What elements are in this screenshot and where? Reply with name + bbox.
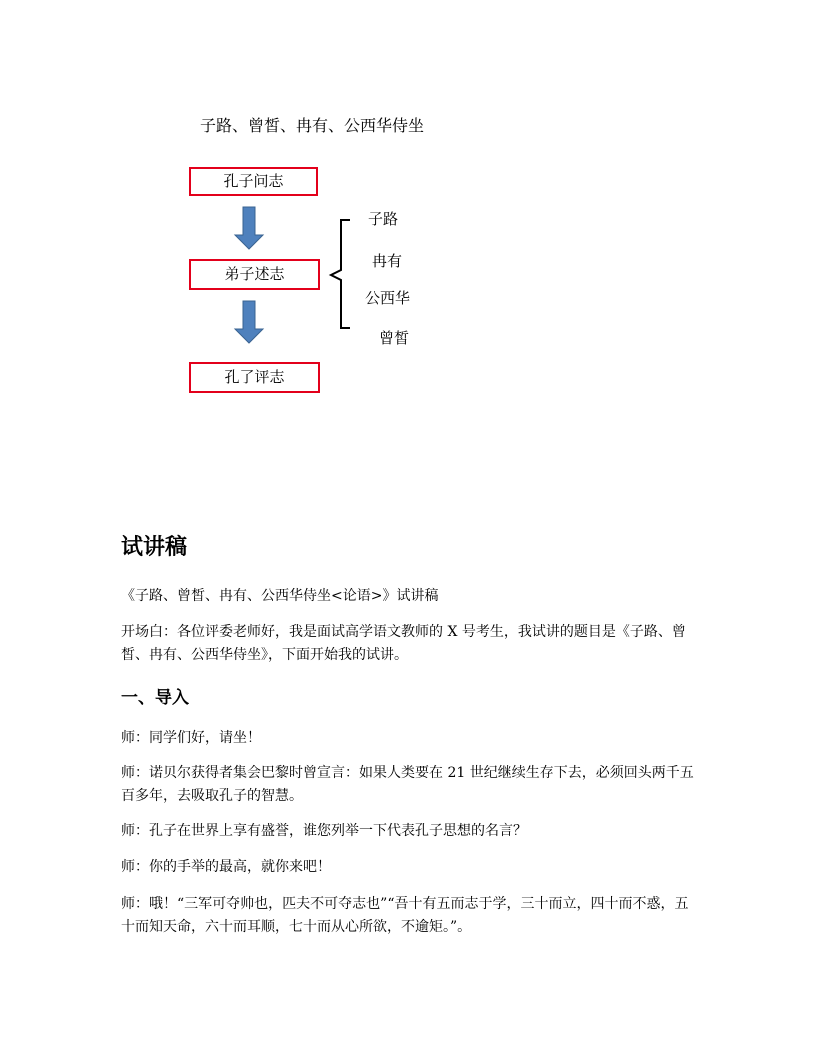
down-arrow-icon <box>235 207 263 249</box>
disciple-label: 冉有 <box>372 252 403 270</box>
box-confucius-asks: 孔子问志 <box>189 167 318 196</box>
diagram-title: 子路、曾皙、冉有、公西华侍坐 <box>200 116 425 135</box>
diagram-arrows <box>0 0 816 420</box>
opening-paragraph: 开场白：各位评委老师好，我是面试高学语文教师的 X 号考生，我试讲的题目是《子路、曾皙、冉有、公西华侍坐》，下面开始我的试讲。 <box>121 624 686 663</box>
paragraph: 师：孔子在世界上享有盛誉，谁您列举一下代表孔子思想的名言？ <box>121 823 527 839</box>
flow-diagram <box>0 0 816 420</box>
disciple-label: 曾皙 <box>379 329 410 347</box>
paragraph: 师：哦！“三军可夺帅也，匹夫不可夺志也”“吾十有五而志于学，三十而立，四十而不惑，五十而知天命，六十而耳顺，七十而从心所欲，不逾矩。”。 <box>121 896 689 935</box>
disciple-label: 公西华 <box>365 289 411 307</box>
box-confucius-comments: 孔了评志 <box>189 362 320 393</box>
disciple-label: 子路 <box>368 210 399 228</box>
page-title: 试讲稿 <box>121 535 188 560</box>
paragraph: 师：同学们好，请坐！ <box>121 730 261 746</box>
curly-brace-icon <box>331 220 350 328</box>
subtitle: 《子路、曾皙、冉有、公西华侍坐<论语>》试讲稿 <box>121 588 439 604</box>
down-arrow-icon <box>235 301 263 343</box>
box-disciples-state: 弟子述志 <box>189 259 320 290</box>
section-heading: 一、导入 <box>121 688 189 708</box>
paragraph: 师：你的手举的最高，就你来吧！ <box>121 859 331 875</box>
paragraph: 师：诺贝尔获得者集会巴黎时曾宣言：如果人类要在 21 世纪继续生存下去，必须回头两千五百多年，去吸取孔子的智慧。 <box>121 765 694 804</box>
